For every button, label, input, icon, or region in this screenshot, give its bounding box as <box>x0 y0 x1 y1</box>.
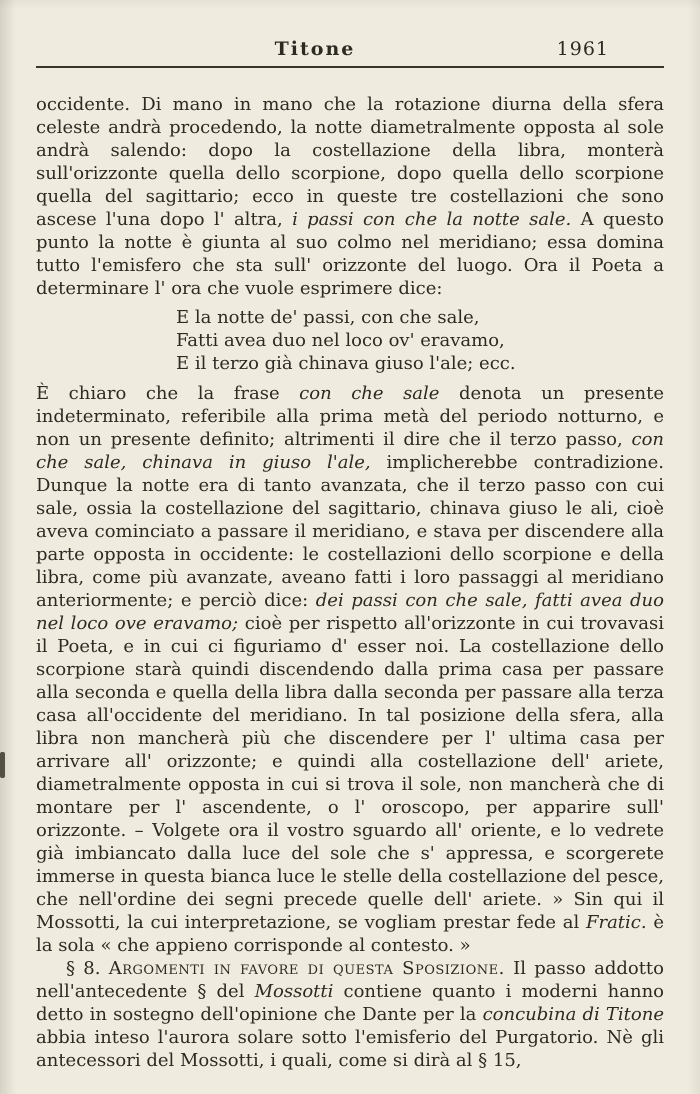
verse-line: Fatti avea duo nel loco ov' eravamo, <box>176 330 505 351</box>
scan-artifact <box>0 752 5 778</box>
text-segment: concubina di Titone <box>482 1004 664 1025</box>
verse-line: E la notte de' passi, con che sale, <box>176 307 480 328</box>
text-segment: implicherebbe contradizione. Dunque la notte era di tanto avanzata, che il terzo passo con cui sale, ossia la costellazione del sagittario, chinava giuso le ali, cioè aveva cominciato a passare il meridiano, e stava per discendere alla parte opposta in occidente: le costellazioni dello scorpione e della libra, come più avanzate, aveano fatti i loro passaggi al meridiano anteriormente; e perciò dice: <box>36 452 664 611</box>
text-segment: occidente. Di mano in mano che la rotazione diurna della sfera celeste andrà procedendo, la notte diametralmente opposta al sole andrà salendo: dopo la costellazione della libra, monterà sull'orizzonte quella dello scorpione, dopo quella dello scorpione quella del sagittario; ecco in queste tre costellazioni che sono ascese l'una dopo l' altra, <box>36 94 664 230</box>
text-segment: con che sale, chinava in giuso l'ale, <box>36 429 664 473</box>
running-title: Titone <box>274 38 356 60</box>
verse-block <box>176 306 664 375</box>
verse-line: E il terzo già chinava giuso l'ale; ecc. <box>176 353 516 374</box>
text-segment: denota un presente indeterminato, referibile alla prima metà del periodo notturno, e non un presente definito; altrimenti il dire che il terzo passo, <box>36 383 664 450</box>
page-header <box>36 0 664 68</box>
text-segment: Fratic. <box>585 912 647 933</box>
paragraph <box>36 93 664 300</box>
page-number: 1961 <box>556 38 609 60</box>
page-body <box>36 93 664 1072</box>
text-segment: contiene quanto i moderni hanno detto in sostegno dell'opinione che Dante per la <box>36 981 664 1025</box>
text-segment: con che sale <box>299 383 440 404</box>
text-segment: § 8. <box>66 958 109 979</box>
text-segment: cioè per rispetto all'orizzonte in cui trovavasi il Poeta, e in cui ci figuriamo d' esser noi. La costellazione dello scorpione starà quindi discendendo dalla prima casa per passare alla seconda e quella della libra dalla seconda per passare alla terza casa all'occidente del meridiano. In tal posizione della sfera, alla libra non mancherà più che discendere per l' ultima casa per arrivare all' orizzonte; e quindi alla costellazione dell' ariete, diametralmente opposta in cui si trova il sole, non mancherà che di montare per l' ascendente, o l' oroscopo, per apparire sull' orizzonte. – Volgete ora il vostro sguardo all' oriente, e lo vedrete già imbiancato dalla luce del sole che s' appressa, e scorgerete immerse in questa bianca luce le stelle della costellazione del pesce, che nell'ordine dei segni precede quelle dell' ariete. » Sin qui il Mossotti, la cui interpretazione, se vogliam prestar fede al <box>36 613 664 933</box>
text-segment: A questo punto la notte è giunta al suo colmo nel meridiano; essa domina tutto l'emisfero che sta sull' orizzonte del luogo. Ora il Poeta a determinare l' ora che vuole esprimere dice: <box>36 209 664 299</box>
paragraph <box>36 957 664 1072</box>
text-segment: Il passo addotto nell'antecedente § del <box>36 958 665 1002</box>
paragraph <box>36 382 664 957</box>
text-segment: abbia inteso l'aurora solare sotto l'emisferio del Purgatorio. Nè gli antecessori del Mossotti, i quali, come si dirà al § 15, <box>36 1027 664 1071</box>
text-segment: i passi con che la notte sale. <box>292 209 572 230</box>
text-segment: Argomenti in favore di questa Sposizione. <box>108 958 505 979</box>
text-segment: è la sola « che appieno corrisponde al contesto. » <box>36 912 664 956</box>
text-segment: dei passi con che sale, fatti avea duo nel loco ove eravamo; <box>36 590 664 634</box>
text-segment: Mossotti <box>254 981 334 1002</box>
text-segment: È chiaro che la frase <box>36 383 300 404</box>
